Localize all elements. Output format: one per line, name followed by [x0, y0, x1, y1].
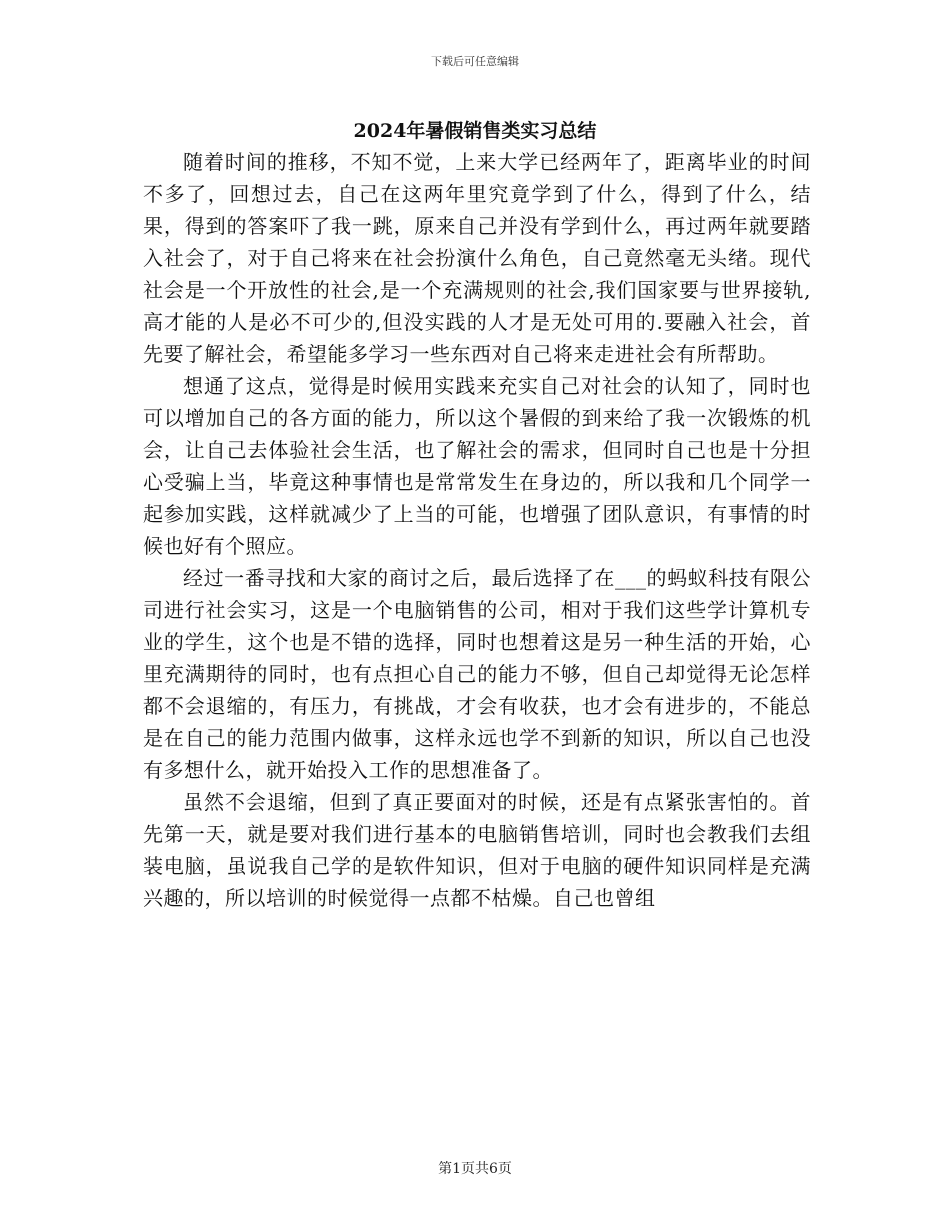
header-note: 下载后可任意编辑 [431, 55, 519, 68]
document-title: 2024年暑假销售类实习总结 [353, 120, 597, 142]
page-number: 第1页共6页 [438, 1161, 512, 1177]
paragraph-1: 随着时间的推移，不知不觉，上来大学已经两年了，距离毕业的时间不多了，回想过去，自己在这两年里究竟学到了什么，得到了什么，结果，得到的答案吓了我一跳，原来自己并没有学到什么，再过两年就要踏入社会了，对于自己将来在社会扮演什么角色，自己竟然毫无头绪。现代社会是一个开放性的社会,是一个充满规则的社会,我们国家要与世界接轨,高才能的人是必不可少的,但没实践的人才是无处可用的.要融入社会，首先要了解社会，希望能多学习一些东西对自己将来走进社会有所帮助。 [143, 150, 811, 366]
document-body [143, 146, 811, 914]
paragraph-3: 经过一番寻找和大家的商讨之后，最后选择了在___的蚂蚁科技有限公司进行社会实习，这是一个电脑销售的公司，相对于我们这些学计算机专业的学生，这个也是不错的选择，同时也想着这是另一种生活的开始，心里充满期待的同时，也有点担心自己的能力不够，但自己却觉得无论怎样都不会退缩的，有压力，有挑战，才会有收获，也才会有进步的，不能总是在自己的能力范围内做事，这样永远也学不到新的知识，所以自己也没有多想什么，就开始投入工作的思想准备了。 [143, 566, 811, 782]
paragraph-2: 想通了这点，觉得是时候用实践来充实自己对社会的认知了，同时也可以增加自己的各方面的能力，所以这个暑假的到来给了我一次锻炼的机会，让自己去体验社会生活，也了解社会的需求，但同时自己也是十分担心受骗上当，毕竟这种事情也是常常发生在身边的，所以我和几个同学一起参加实践，这样就减少了上当的可能，也增强了团队意识，有事情的时候也好有个照应。 [143, 374, 811, 558]
paragraph-4: 虽然不会退缩，但到了真正要面对的时候，还是有点紧张害怕的。首先第一天，就是要对我们进行基本的电脑销售培训，同时也会教我们去组装电脑，虽说我自己学的是软件知识，但对于电脑的硬件知识同样是充满兴趣的，所以培训的时候觉得一点都不枯燥。自己也曾组 [143, 790, 811, 910]
